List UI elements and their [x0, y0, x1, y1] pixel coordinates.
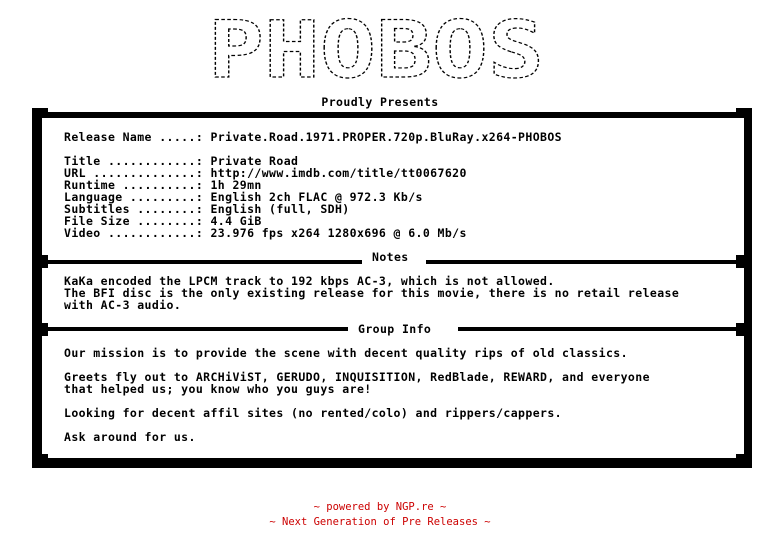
- footer-tagline: ~ Next Generation of Pre Releases ~: [269, 516, 491, 528]
- notes-divider-left: [32, 260, 362, 264]
- groupinfo-line: Greets fly out to ARCHiViST, GERUDO, INQUISITION, RedBlade, REWARD, and everyone: [64, 370, 650, 384]
- notes-line: with AC-3 audio.: [64, 298, 182, 312]
- groupinfo-line: Our mission is to provide the scene with decent quality rips of old classics.: [64, 346, 628, 360]
- info-subtitles-line: Subtitles ........: English (full, SDH): [64, 202, 350, 216]
- groupinfo-divider-left-block: [32, 323, 48, 336]
- groupinfo-section-title: Group Info: [352, 322, 437, 336]
- info-filesize-line: File Size ........: 4.4 GiB: [64, 214, 262, 228]
- frame-left-line: [32, 108, 40, 468]
- groupinfo-divider-right-block: [736, 323, 752, 336]
- info-url-line: URL ..............: http://www.imdb.com/title/tt0067620: [64, 166, 467, 180]
- release-name-line: Release Name .....: Private.Road.1971.PROPER.720p.BluRay.x264-PHOBOS: [64, 130, 563, 144]
- groupinfo-line: that helped us; you know who you guys are!: [64, 382, 372, 396]
- frame-bottom-outer: [32, 462, 752, 468]
- notes-divider-right-block: [736, 255, 752, 268]
- groupinfo-divider-right: [458, 327, 752, 331]
- proudly-presents: Proudly Presents: [321, 95, 439, 109]
- groupinfo-line: Looking for decent affil sites (no rented/colo) and rippers/cappers.: [64, 406, 563, 420]
- phobos-logo: [206, 17, 546, 87]
- info-runtime-line: Runtime ..........: 1h 29mn: [64, 178, 262, 192]
- groupinfo-divider-left: [32, 327, 348, 331]
- notes-line: The BFI disc is the only existing release for this movie, there is no retail release: [64, 286, 680, 300]
- groupinfo-line: Ask around for us.: [64, 430, 196, 444]
- notes-divider-right: [426, 260, 752, 264]
- info-language-line: Language .........: English 2ch FLAC @ 972.3 Kb/s: [64, 190, 423, 204]
- logo-text: PHOBOS: [208, 17, 544, 87]
- frame-right-line: [744, 108, 752, 468]
- notes-line: KaKa encoded the LPCM track to 192 kbps AC-3, which is not allowed.: [64, 274, 555, 288]
- notes-section-title: Notes: [366, 250, 415, 264]
- frame-top-inner-line: [40, 116, 752, 118]
- info-video-line: Video ............: 23.976 fps x264 1280x696 @ 6.0 Mb/s: [64, 226, 467, 240]
- footer-powered-by: ~ powered by NGP.re ~: [313, 501, 447, 513]
- frame-left-inner: [40, 108, 42, 468]
- info-title-line: Title ............: Private Road: [64, 154, 299, 168]
- notes-divider-left-block: [32, 255, 48, 268]
